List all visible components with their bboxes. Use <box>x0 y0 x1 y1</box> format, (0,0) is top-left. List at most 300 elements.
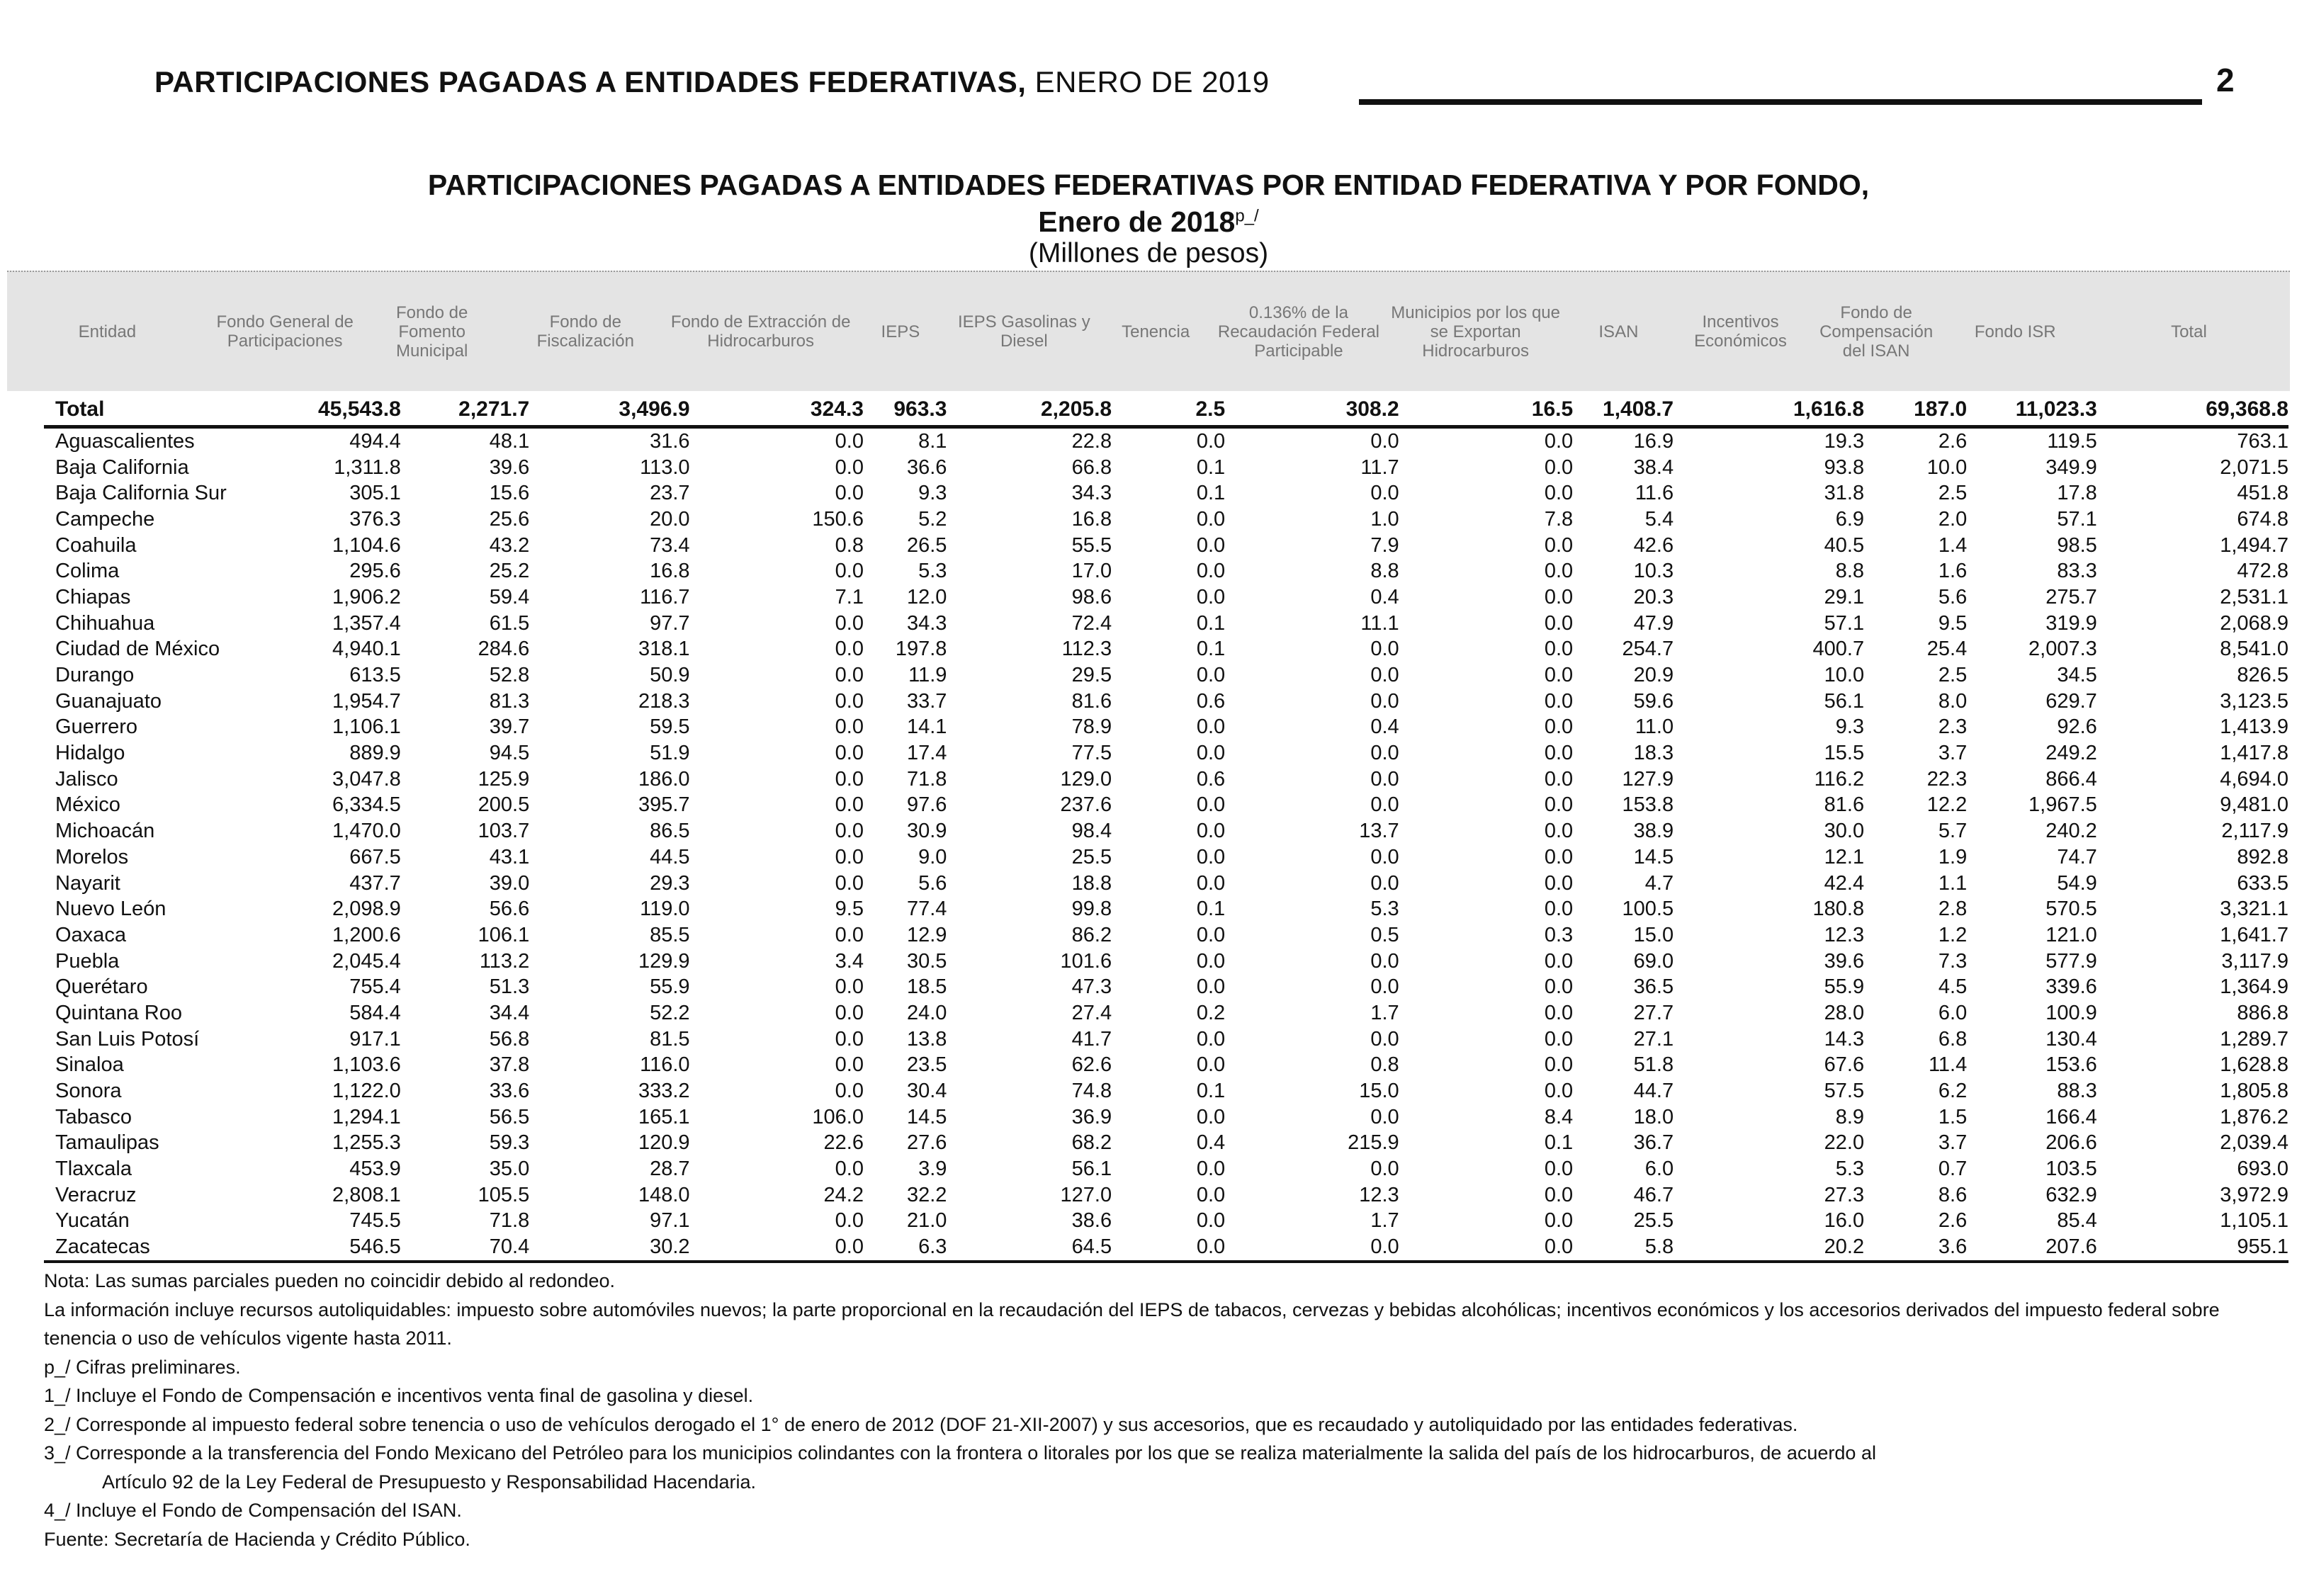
note-line: Nota: Las sumas parciales pueden no coincidir debido al redondeo. <box>44 1270 616 1291</box>
value-cell: 0.4 <box>1196 1131 1226 1155</box>
value-cell: 46.7 <box>1633 1183 1674 1206</box>
entity-name-cell: Coahuila <box>55 533 137 557</box>
page-number: 2 <box>2216 62 2235 98</box>
value-cell: 0.0 <box>1399 1234 1573 1262</box>
value-cell: 12.2 <box>1926 793 1968 817</box>
preliminary-mark: p_/ <box>1235 206 1259 226</box>
value-cell: 121.0 <box>2045 923 2097 946</box>
value-cell: 2,205.8 <box>947 394 1112 427</box>
value-cell: 6.8 <box>1938 1027 1968 1051</box>
value-cell: 0.0 <box>1196 793 1226 817</box>
value-cell: 34.5 <box>2057 664 2097 687</box>
value-cell: 0.0 <box>1370 429 1399 453</box>
value-cell: 5.7 <box>1938 820 1968 843</box>
value-cell: 889.9 <box>349 742 401 765</box>
column-header: 0.136% de la Recaudación Federal Participable <box>1217 302 1379 361</box>
value-cell: 0.0 <box>835 793 864 817</box>
value-cell: 0.1 <box>1196 611 1226 635</box>
table-row <box>44 1026 2288 1053</box>
value-cell: 85.4 <box>2057 1209 2097 1233</box>
table-row <box>44 455 2288 481</box>
value-cell: 77.4 <box>906 898 947 921</box>
value-cell: 2.3 <box>1938 715 1968 739</box>
value-cell: 180.8 <box>1812 898 1865 921</box>
column-header: Incentivos Económicos <box>1694 312 1787 351</box>
value-cell: 51.8 <box>1633 1053 1674 1077</box>
value-cell: 2.5 <box>1938 482 1968 505</box>
value-cell: 36.6 <box>906 455 947 479</box>
value-cell: 28.0 <box>1824 1001 1865 1024</box>
value-cell: 29.1 <box>1824 585 1865 609</box>
value-cell: 40.5 <box>1824 533 1865 557</box>
entity-name-cell: Campeche <box>55 507 155 531</box>
table-row <box>44 662 2288 689</box>
value-cell: 1,494.7 <box>2220 533 2288 557</box>
value-cell: 472.8 <box>2237 560 2288 583</box>
value-cell: 15.0 <box>1359 1080 1399 1103</box>
value-cell: 1.2 <box>1938 923 1968 946</box>
value-cell: 1,967.5 <box>2028 793 2097 817</box>
value-cell: 349.9 <box>2045 455 2097 479</box>
entity-name-cell: Tamaulipas <box>55 1131 159 1155</box>
value-cell: 5.8 <box>1573 1234 1674 1262</box>
table-row <box>44 793 2288 819</box>
value-cell: 25.2 <box>489 560 530 583</box>
value-cell: 2,045.4 <box>332 949 401 973</box>
value-cell: 1,105.1 <box>2220 1209 2288 1233</box>
value-cell: 34.3 <box>906 611 947 635</box>
value-cell: 67.6 <box>1824 1053 1865 1077</box>
column-header: Fondo ISR <box>1974 322 2056 341</box>
entity-name-cell: San Luis Potosí <box>55 1027 200 1051</box>
value-cell: 0.0 <box>1370 1158 1399 1181</box>
value-cell: 16.5 <box>1399 394 1573 427</box>
value-cell: 0.1 <box>1196 1080 1226 1103</box>
value-cell: 88.3 <box>2057 1080 2097 1103</box>
value-cell: 0.0 <box>1370 793 1399 817</box>
value-cell: 54.9 <box>2057 871 2097 895</box>
value-cell: 7.3 <box>1938 949 1968 973</box>
value-cell: 16.0 <box>1824 1209 1865 1233</box>
column-header-band <box>7 271 2290 391</box>
value-cell: 339.6 <box>2045 975 2097 999</box>
table-row <box>44 637 2288 663</box>
entity-name-cell: Oaxaca <box>55 923 126 946</box>
value-cell: 1,628.8 <box>2220 1053 2288 1077</box>
value-cell: 0.0 <box>1196 715 1226 739</box>
entity-name-cell: Baja California <box>55 455 189 479</box>
value-cell: 0.0 <box>1544 482 1574 505</box>
column-header: Fondo General de Participaciones <box>216 312 354 351</box>
entity-name-cell: Hidalgo <box>55 742 125 765</box>
value-cell: 92.6 <box>2057 715 2097 739</box>
value-cell: 57.1 <box>2057 507 2097 531</box>
value-cell: 2.5 <box>1112 394 1225 427</box>
value-cell: 45,543.8 <box>254 394 401 427</box>
value-cell: 153.8 <box>1622 793 1674 817</box>
value-cell: 9.5 <box>1938 611 1968 635</box>
entity-name-cell: Total <box>44 394 254 427</box>
value-cell: 8.4 <box>1544 1105 1574 1128</box>
value-cell: 0.0 <box>1196 949 1226 973</box>
column-header: Total <box>2171 322 2207 341</box>
value-cell: 1.5 <box>1938 1105 1968 1128</box>
table-row <box>44 766 2288 793</box>
entity-name-cell: Tlaxcala <box>55 1158 132 1181</box>
value-cell: 116.0 <box>640 1053 690 1077</box>
value-cell: 0.0 <box>1370 767 1399 791</box>
entity-name-cell: Colima <box>55 560 120 583</box>
value-cell: 93.8 <box>1824 455 1865 479</box>
value-cell: 237.6 <box>1060 793 1112 817</box>
value-cell: 3.6 <box>1864 1234 1967 1262</box>
table-row <box>44 506 2288 533</box>
value-cell: 27.7 <box>1633 1001 1674 1024</box>
value-cell: 12.1 <box>1824 845 1865 868</box>
value-cell: 12.3 <box>1824 923 1865 946</box>
value-cell: 0.1 <box>1196 482 1226 505</box>
entity-name-cell: Chihuahua <box>55 611 155 635</box>
value-cell: 30.9 <box>906 820 947 843</box>
entity-name-cell: Chiapas <box>55 585 131 609</box>
value-cell: 98.6 <box>1071 585 1112 609</box>
entity-name-cell: Nuevo León <box>55 898 167 921</box>
column-header: Municipios por los que se Exportan Hidrocarburos <box>1391 302 1560 361</box>
value-cell: 963.3 <box>864 394 947 427</box>
value-cell: 0.0 <box>1544 1183 1574 1206</box>
value-cell: 98.5 <box>2057 533 2097 557</box>
value-cell: 1,470.0 <box>332 820 401 843</box>
value-cell: 35.0 <box>489 1158 530 1181</box>
value-cell: 0.0 <box>1544 1209 1574 1233</box>
column-header: IEPS Gasolinas y Diesel <box>957 312 1090 351</box>
value-cell: 0.0 <box>835 742 864 765</box>
value-cell: 0.0 <box>1196 429 1226 453</box>
value-cell: 11.9 <box>908 664 947 687</box>
value-cell: 0.0 <box>1225 1234 1399 1262</box>
value-cell: 13.8 <box>906 1027 947 1051</box>
value-cell: 308.2 <box>1225 394 1399 427</box>
value-cell: 24.0 <box>906 1001 947 1024</box>
value-cell: 0.0 <box>1544 949 1574 973</box>
value-cell: 32.2 <box>906 1183 947 1206</box>
value-cell: 1,289.7 <box>2220 1027 2288 1051</box>
value-cell: 7.8 <box>1544 507 1574 531</box>
value-cell: 33.7 <box>906 689 947 713</box>
table-row <box>44 689 2288 715</box>
value-cell: 0.0 <box>835 638 864 661</box>
value-cell: 38.6 <box>1071 1209 1112 1233</box>
value-cell: 0.0 <box>835 1001 864 1024</box>
value-cell: 26.5 <box>906 533 947 557</box>
value-cell: 77.5 <box>1071 742 1112 765</box>
value-cell: 71.8 <box>489 1209 530 1233</box>
entity-name-cell: Durango <box>55 664 135 687</box>
value-cell: 43.1 <box>489 845 530 868</box>
value-cell: 3.7 <box>1938 742 1968 765</box>
value-cell: 43.2 <box>489 533 530 557</box>
value-cell: 27.3 <box>1824 1183 1865 1206</box>
value-cell: 50.9 <box>650 664 690 687</box>
value-cell: 0.0 <box>1544 715 1574 739</box>
value-cell: 30.0 <box>1824 820 1865 843</box>
value-cell: 0.0 <box>835 1027 864 1051</box>
value-cell: 39.7 <box>489 715 530 739</box>
value-cell: 3.4 <box>835 949 864 973</box>
value-cell: 30.4 <box>906 1080 947 1103</box>
table-row <box>44 427 2288 455</box>
value-cell: 17.4 <box>906 742 947 765</box>
value-cell: 218.3 <box>638 689 690 713</box>
value-cell: 0.8 <box>1370 1053 1399 1077</box>
value-cell: 254.7 <box>1622 638 1674 661</box>
value-cell: 0.0 <box>835 715 864 739</box>
value-cell: 0.0 <box>1544 742 1574 765</box>
note-line: Fuente: Secretaría de Hacienda y Crédito Público. <box>44 1528 470 1550</box>
value-cell: 11,023.3 <box>1967 394 2097 427</box>
value-cell: 55.9 <box>650 975 690 999</box>
table-unit: (Millones de pesos) <box>1028 238 1269 268</box>
value-cell: 101.6 <box>1060 949 1112 973</box>
value-cell: 1,122.0 <box>332 1080 401 1103</box>
value-cell: 25.4 <box>1926 638 1968 661</box>
column-header: Tenencia <box>1122 322 1190 341</box>
value-cell: 207.6 <box>1967 1234 2097 1262</box>
value-cell: 86.5 <box>650 820 690 843</box>
value-cell: 98.4 <box>1071 820 1112 843</box>
value-cell: 66.8 <box>1071 455 1112 479</box>
value-cell: 249.2 <box>2045 742 2097 765</box>
value-cell: 6.2 <box>1938 1080 1968 1103</box>
value-cell: 0.0 <box>1544 871 1574 895</box>
value-cell: 2.6 <box>1938 429 1968 453</box>
value-cell: 16.9 <box>1633 429 1674 453</box>
value-cell: 12.9 <box>906 923 947 946</box>
value-cell: 0.0 <box>1370 949 1399 973</box>
value-cell: 2,117.9 <box>2221 820 2288 843</box>
entity-name-cell: Ciudad de México <box>55 638 220 661</box>
value-cell: 0.0 <box>1544 689 1574 713</box>
value-cell: 0.8 <box>835 533 864 557</box>
header-rule <box>1359 99 2202 105</box>
value-cell: 44.5 <box>650 845 690 868</box>
value-cell: 56.1 <box>1824 689 1865 713</box>
value-cell: 36.7 <box>1633 1131 1674 1155</box>
value-cell: 15.6 <box>489 482 530 505</box>
value-cell: 20.9 <box>1633 664 1674 687</box>
table-row <box>44 1131 2288 1157</box>
value-cell: 318.1 <box>638 638 690 661</box>
value-cell: 5.3 <box>1835 1158 1865 1181</box>
value-cell: 206.6 <box>2045 1131 2097 1155</box>
value-cell: 1,103.6 <box>332 1053 401 1077</box>
value-cell: 215.9 <box>1348 1131 1399 1155</box>
value-cell: 127.9 <box>1622 767 1674 791</box>
value-cell: 41.7 <box>1071 1027 1112 1051</box>
value-cell: 165.1 <box>638 1105 690 1128</box>
value-cell: 25.5 <box>1633 1209 1674 1233</box>
entity-name-cell: Nayarit <box>55 871 120 895</box>
value-cell: 2,808.1 <box>332 1183 401 1206</box>
value-cell: 59.5 <box>650 715 690 739</box>
entity-name-cell: Guerrero <box>55 715 138 739</box>
value-cell: 14.1 <box>906 715 947 739</box>
value-cell: 0.0 <box>835 1080 864 1103</box>
entity-name-cell: Quintana Roo <box>55 1001 182 1024</box>
value-cell: 0.0 <box>1370 1027 1399 1051</box>
value-cell: 116.7 <box>640 585 690 609</box>
table-row <box>44 1053 2288 1079</box>
value-cell: 0.0 <box>1196 560 1226 583</box>
value-cell: 34.3 <box>1071 482 1112 505</box>
table-row <box>44 1182 2288 1209</box>
value-cell: 1.7 <box>1370 1209 1399 1233</box>
value-cell: 14.3 <box>1824 1027 1865 1051</box>
value-cell: 284.6 <box>478 638 530 661</box>
column-header: Fondo de Fomento Municipal <box>395 302 468 361</box>
value-cell: 8.8 <box>1835 560 1865 583</box>
table-title: PARTICIPACIONES PAGADAS A ENTIDADES FEDERATIVAS POR ENTIDAD FEDERATIVA Y POR FONDO, <box>427 169 1870 201</box>
value-cell: 0.0 <box>1544 898 1574 921</box>
value-cell: 1,357.4 <box>332 611 401 635</box>
value-cell: 81.6 <box>1824 793 1865 817</box>
value-cell: 0.0 <box>1544 793 1574 817</box>
value-cell: 59.3 <box>489 1131 530 1155</box>
column-header: Fondo de Extracción de Hidrocarburos <box>670 312 851 351</box>
value-cell: 0.0 <box>835 560 864 583</box>
value-cell: 0.0 <box>1196 1209 1226 1233</box>
value-cell: 0.0 <box>1544 1158 1574 1181</box>
value-cell: 74.8 <box>1071 1080 1112 1103</box>
value-cell: 613.5 <box>349 664 401 687</box>
value-cell: 27.6 <box>906 1131 947 1155</box>
value-cell: 0.0 <box>1196 845 1226 868</box>
value-cell: 57.5 <box>1824 1080 1865 1103</box>
value-cell: 0.0 <box>1544 533 1574 557</box>
value-cell: 64.5 <box>947 1234 1112 1262</box>
value-cell: 6.3 <box>864 1234 947 1262</box>
value-cell: 5.3 <box>918 560 947 583</box>
note-line: p_/ Cifras preliminares. <box>44 1356 241 1378</box>
value-cell: 186.0 <box>638 767 690 791</box>
value-cell: 1.1 <box>1938 871 1968 895</box>
value-cell: 9,481.0 <box>2220 793 2288 817</box>
table-row <box>44 871 2288 897</box>
value-cell: 81.6 <box>1071 689 1112 713</box>
table-row <box>44 896 2288 922</box>
value-cell: 74.7 <box>2057 845 2097 868</box>
value-cell: 83.3 <box>2057 560 2097 583</box>
value-cell: 18.3 <box>1633 742 1674 765</box>
entity-name-cell: Tabasco <box>55 1105 132 1128</box>
value-cell: 0.0 <box>1196 871 1226 895</box>
value-cell: 7.9 <box>1370 533 1399 557</box>
value-cell: 29.5 <box>1071 664 1112 687</box>
value-cell: 22.3 <box>1926 767 1968 791</box>
value-cell: 0.0 <box>835 845 864 868</box>
value-cell: 0.0 <box>1370 689 1399 713</box>
value-cell: 13.7 <box>1359 820 1399 843</box>
value-cell: 51.3 <box>489 975 530 999</box>
value-cell: 0.1 <box>1196 898 1226 921</box>
entity-name-cell: Aguascalientes <box>55 429 195 453</box>
value-cell: 11.4 <box>1928 1053 1968 1077</box>
value-cell: 1,294.1 <box>332 1105 401 1128</box>
value-cell: 11.1 <box>1360 611 1399 635</box>
value-cell: 453.9 <box>349 1158 401 1181</box>
value-cell: 1,413.9 <box>2220 715 2288 739</box>
value-cell: 81.3 <box>489 689 530 713</box>
value-cell: 0.0 <box>1544 1027 1574 1051</box>
value-cell: 7.1 <box>835 585 864 609</box>
value-cell: 5.2 <box>918 507 947 531</box>
value-cell: 2,071.5 <box>2220 455 2288 479</box>
value-cell: 11.7 <box>1360 455 1399 479</box>
value-cell: 1,311.8 <box>334 455 401 479</box>
entity-name-cell: Guanajuato <box>55 689 162 713</box>
value-cell: 763.1 <box>2237 429 2288 453</box>
value-cell: 0.6 <box>1196 689 1226 713</box>
column-header: Entidad <box>78 322 137 341</box>
value-cell: 20.2 <box>1674 1234 1864 1262</box>
value-cell: 25.6 <box>489 507 530 531</box>
value-cell: 955.1 <box>2097 1234 2288 1262</box>
value-cell: 0.0 <box>1544 455 1574 479</box>
value-cell: 2.5 <box>1938 664 1968 687</box>
value-cell: 0.0 <box>835 1158 864 1181</box>
value-cell: 0.0 <box>1544 1080 1574 1103</box>
value-cell: 3,123.5 <box>2220 689 2288 713</box>
value-cell: 86.2 <box>1071 923 1112 946</box>
value-cell: 1.7 <box>1370 1001 1399 1024</box>
value-cell: 18.0 <box>1633 1105 1674 1128</box>
table-row <box>44 1209 2288 1235</box>
value-cell: 57.1 <box>1824 611 1865 635</box>
value-cell: 0.0 <box>1370 482 1399 505</box>
value-cell: 9.5 <box>835 898 864 921</box>
value-cell: 71.8 <box>906 767 947 791</box>
value-cell: 36.5 <box>1633 975 1674 999</box>
value-cell: 2.0 <box>1938 507 1968 531</box>
table-row <box>44 584 2288 611</box>
value-cell: 0.0 <box>1544 1053 1574 1077</box>
value-cell: 8.8 <box>1370 560 1399 583</box>
value-cell: 1,954.7 <box>332 689 401 713</box>
value-cell: 3,321.1 <box>2220 898 2288 921</box>
value-cell: 324.3 <box>690 394 864 427</box>
value-cell: 2.6 <box>1938 1209 1968 1233</box>
value-cell: 3.7 <box>1938 1131 1968 1155</box>
value-cell: 632.9 <box>2045 1183 2097 1206</box>
value-cell: 319.9 <box>2045 611 2097 635</box>
value-cell: 2,531.1 <box>2220 585 2288 609</box>
value-cell: 17.8 <box>2057 482 2097 505</box>
value-cell: 0.0 <box>835 611 864 635</box>
note-line: La información incluye recursos autoliquidables: impuesto sobre automóviles nuevos; la parte proporcional en la recaudación del IEPS de tabacos, cervezas y bebidas alcohólicas; incentivos económicos y los accesorios derivados del impuesto federal sobre tenencia o uso de vehículos vigente hasta 2011. <box>44 1298 2220 1349</box>
value-cell: 0.4 <box>1370 715 1399 739</box>
value-cell: 0.0 <box>1370 664 1399 687</box>
value-cell: 674.8 <box>2237 507 2288 531</box>
value-cell: 129.0 <box>1060 767 1112 791</box>
value-cell: 10.0 <box>1824 664 1865 687</box>
note-line: 1_/ Incluye el Fondo de Compensación e incentivos venta final de gasolina y diesel. <box>44 1385 754 1406</box>
value-cell: 0.4 <box>1370 585 1399 609</box>
table-subtitle: Enero de $2018^{p\_/}$ <box>1038 205 1259 238</box>
table-row <box>44 480 2288 506</box>
value-cell: 0.0 <box>835 975 864 999</box>
value-cell: 120.9 <box>638 1131 690 1155</box>
value-cell: 25.5 <box>1071 845 1112 868</box>
